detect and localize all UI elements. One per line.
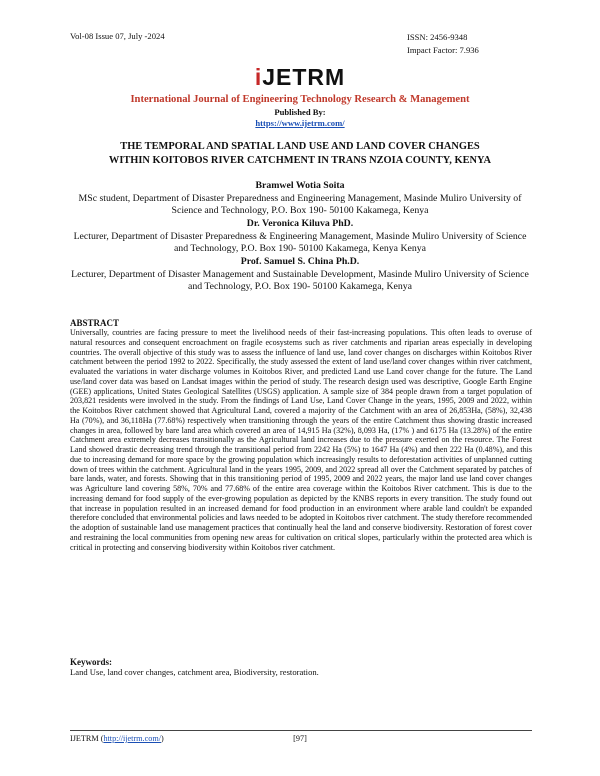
author-affiliation: Lecturer, Department of Disaster Preparedness & Engineering Management, Masinde Muliro University of Science and Technology, P.O. Box 190- 50100 Kakamega, Kenya Kenya (73, 230, 527, 254)
footer-abbr: IJETRM ( (70, 734, 104, 743)
paper-title (60, 140, 540, 167)
issn: ISSN: 2456-9348 (407, 32, 468, 42)
author-affiliation: MSc student, Department of Disaster Preparedness and Engineering Management, Masinde Muliro University of Science and Technology, P.O. Box 190- 50100 Kakamega, Kenya (78, 192, 522, 216)
volume-issue: Vol-08 Issue 07, July -2024 (70, 31, 165, 41)
journal-logo (0, 64, 600, 91)
author-name: Dr. Veronica Kiluva PhD. (246, 218, 354, 229)
abstract-heading: ABSTRACT (70, 318, 120, 328)
journal-name: International Journal of Engineering Technology Research & Management (130, 94, 470, 105)
abstract-body: Universally, countries are facing pressure to meet the livelihood needs of their fast-increasing populations. This often leads to overuse of natural resources and consequent encroachment on fragile ecosystems such as river catchments and riparian areas especially in developing countries. The overall objective of this study was to assess the influence of land use, land cover changes on discharges within Koitobos River catchment between the period 1992 to 2022. Specifically, the study assessed the extent of land use/land cover changes within river catchment, evaluated the variations in water discharge volumes in Koitobos River, and predicted Land use Land cover change for the future. The Land use/land cover data was based on Landsat images within the period of study. The research design used was descriptive, Google Earth Engine (GEE) applications, United States Geological Satellites (USGS) application. A sample size of 384 people drawn from a target population of 203,821 residents were involved in the study. From the findings of Land Use, Land Cover Change in the years, 1995, 2009 and 2022, within the Koitobos River catchment showed that Agricultural Land, covered a majority of the Catchment with an area of 26,853Ha, (58%), 32,438 Ha (70%), and 36,118Ha (77.68%) respectively when transitioning through the years of the entire Catchment thus showing drastic increased changes in area, followed by bare land area which covered an area of 14,915 Ha (32%), 8,093 Ha, (17% ) and 6175 Ha (13.28%) of the entire Catchment area extremely decreases transitionally as the Agricultural land increases due to the pressure exerted on the resource. The Forest Land showed drastic decreasing trend through the transitional period from 2242 Ha (5%) to 1647 Ha (4%) and then 222 Ha (0.48%), and this due to increasing demand for more space by the growing population which increasingly results to deforestation activities of unplanned cutting down of trees within the catchment. Agricultural land in the years 1995, 2009, and 2022 spread all over the Catchment separated by patches of bare lands, water, and forests. Showing that in this transitioning period of 1995, 2009 and 2022 years, the major land use land cover changes was Agriculture land covering 58%, 70% and 77.68% of the entire area coverage within the Koitobos River catchment. This is due to the increasing demand for food supply of the ever-growing population as depicted by the KNBS reports in every transition. The study found out that increase in population resulted in an increased demand for food production in an environment where arable land couldn't be expanded therefore concluded that environmental policies and laws needed to be adopted in Koitobos river catchment. The study therefore recommended the adoption of sustainable land use management practices that continually heal the land and conserve biodiversity. Restoration of forest cover and restraining the local communities from opening new areas for cultivation on critical slopes, particularly within the protected area which is critical in protecting and conserving biodiversity within Koitobos river catchment. (70, 328, 532, 552)
logo-prefix: i (254, 64, 263, 90)
impact-factor: Impact Factor: 7.936 (407, 45, 479, 55)
page-number: [97] (293, 734, 307, 743)
keywords-text: Land Use, land cover changes, catchment area, Biodiversity, restoration. (70, 667, 319, 677)
journal-url-link[interactable]: https://www.ijetrm.com/ (255, 118, 345, 128)
title-line-1: THE TEMPORAL AND SPATIAL LAND USE AND LAND COVER CHANGES (120, 141, 480, 152)
title-line-2: WITHIN KOITOBOS RIVER CATCHMENT IN TRANS NZOIA COUNTY, KENYA (108, 154, 492, 166)
author-2 (70, 218, 530, 256)
footer-link[interactable]: http://ijetrm.com/ (103, 734, 161, 743)
keywords-heading: Keywords: (70, 657, 112, 667)
footer-close: ) (160, 734, 164, 743)
author-affiliation: Lecturer, Department of Disaster Management and Sustainable Development, Masinde Muliro University of Science and Technology, P.O. Box 190- 50100 Kakamega, Kenya (71, 268, 529, 292)
author-1 (70, 180, 530, 218)
journal-meta (407, 31, 479, 57)
author-name: Prof. Samuel S. China Ph.D. (240, 256, 360, 267)
author-3 (70, 256, 530, 294)
author-name: Bramwel Wotia Soita (255, 180, 345, 191)
logo-text: JETRM (262, 64, 346, 90)
published-by: Published By: (274, 107, 326, 117)
footer-divider (70, 730, 532, 731)
